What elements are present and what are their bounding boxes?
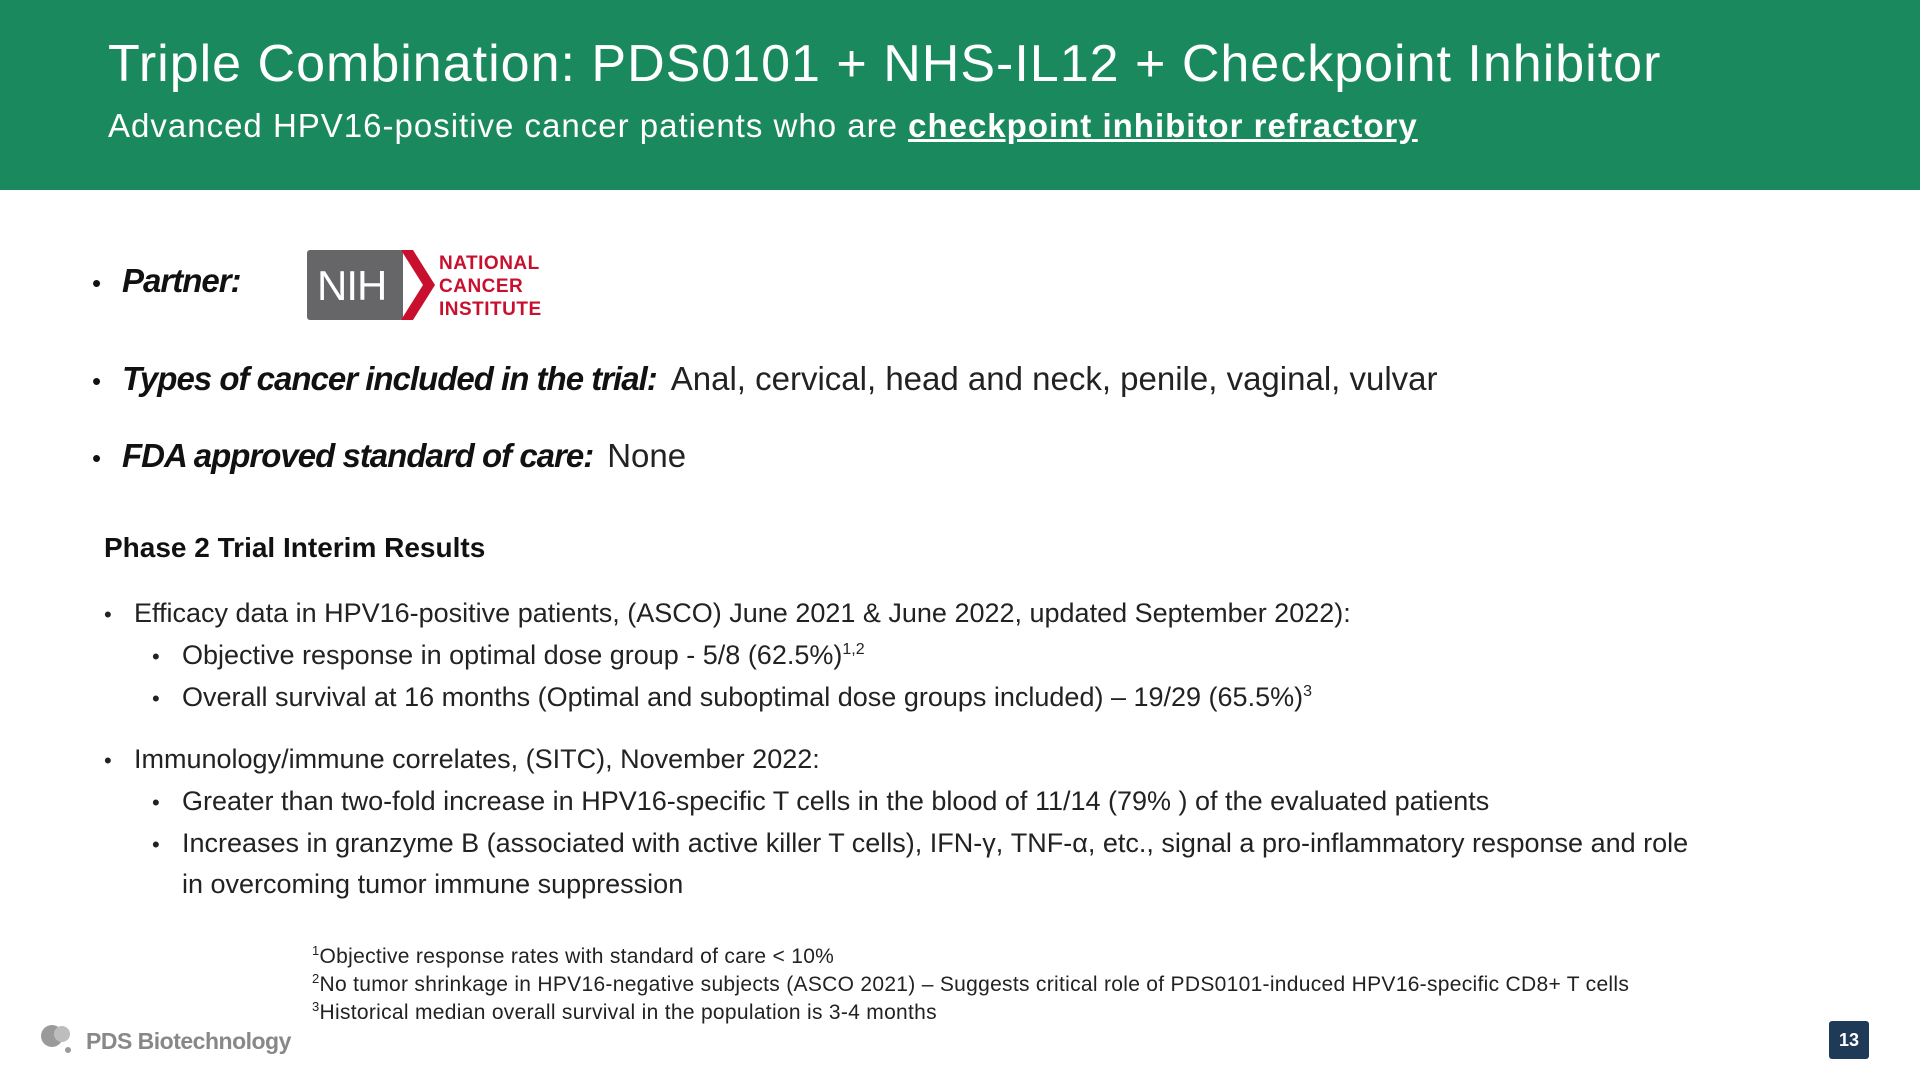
efficacy-sub-bullet-2: [152, 682, 1312, 713]
subtitle-emphasis: checkpoint inhibitor refractory: [908, 107, 1418, 144]
bullet-dot: •: [152, 790, 160, 815]
partner-label: Partner:: [122, 262, 241, 299]
pds-logo-icon: [38, 1022, 74, 1056]
immunology-text: Immunology/immune correlates, (SITC), November 2022:: [134, 744, 820, 774]
cancer-types-value: Anal, cervical, head and neck, penile, vaginal, vulvar: [670, 360, 1438, 397]
results-title: Phase 2 Trial Interim Results: [104, 532, 486, 563]
immunology-sub-bullet-2-cont: [152, 869, 683, 900]
footnote-text: Objective response rates with standard of care < 10%: [319, 945, 835, 968]
page-number-badge: 13: [1829, 1021, 1869, 1059]
bullet-dot: •: [92, 267, 102, 298]
brand-name: PDS Biotechnology: [86, 1028, 291, 1054]
nci-line-2: CANCER: [439, 276, 524, 297]
immunology-sub-bullet-2: [152, 828, 1688, 859]
nih-logo-box: [307, 250, 403, 320]
bullet-dot: •: [92, 442, 102, 473]
bullet-dot: •: [152, 644, 160, 669]
efficacy-sub-bullet-1: [152, 640, 865, 671]
fda-bullet: [92, 437, 686, 475]
slide-title: Triple Combination: PDS0101 + NHS-IL12 + Checkpoint Inhibitor: [108, 35, 1662, 93]
slide-subtitle: [108, 107, 1418, 145]
immunology-sub-bullet-1: [152, 786, 1489, 817]
bullet-dot: •: [152, 832, 160, 857]
efficacy-2-sup: 3: [1303, 683, 1312, 700]
immunology-1-text: Greater than two-fold increase in HPV16-specific T cells in the blood of 11/14 (79% ) of the evaluated patients: [182, 786, 1490, 816]
cancer-types-bullet: [92, 360, 1438, 398]
nci-logo-text: [439, 252, 542, 321]
footnote-1: [312, 943, 834, 969]
subtitle-prefix: Advanced HPV16-positive cancer patients who are: [108, 107, 909, 144]
fda-value: None: [607, 437, 687, 474]
footnote-3: [312, 999, 937, 1025]
nci-line-3: INSTITUTE: [439, 299, 542, 320]
nih-chevron-icon: [401, 250, 435, 320]
immunology-2-text: Increases in granzyme B (associated with active killer T cells), IFN-γ, TNF-α, etc., signal a pro-inflammatory response and role: [182, 828, 1689, 858]
efficacy-bullet: [104, 598, 1351, 629]
efficacy-1-text: Objective response in optimal dose group - 5/8 (62.5%): [182, 640, 843, 670]
footnote-2: [312, 971, 1629, 997]
bullet-dot: •: [104, 748, 112, 773]
immunology-bullet: [104, 744, 820, 775]
footnote-number: 3: [312, 999, 320, 1014]
footnote-number: 2: [312, 971, 320, 986]
footnote-text: No tumor shrinkage in HPV16-negative subjects (ASCO 2021) – Suggests critical role of PDS0101-induced HPV16-specific CD8+ T cells: [319, 973, 1630, 996]
nih-logo-text: NIH: [317, 262, 387, 309]
bullet-dot: •: [152, 686, 160, 711]
cancer-types-label: Types of cancer included in the trial:: [122, 360, 657, 397]
bullet-dot: •: [92, 365, 102, 396]
immunology-2b-text: in overcoming tumor immune suppression: [182, 869, 684, 899]
header-banner: [0, 0, 1920, 190]
nci-line-1: NATIONAL: [439, 253, 540, 274]
footnote-text: Historical median overall survival in the population is 3-4 months: [319, 1001, 937, 1024]
efficacy-2-text: Overall survival at 16 months (Optimal and suboptimal dose groups included) – 19/29 (65.5%): [182, 682, 1304, 712]
nci-logo: [307, 248, 557, 320]
efficacy-1-sup: 1,2: [842, 641, 865, 658]
footnote-number: 1: [312, 943, 320, 958]
fda-label: FDA approved standard of care:: [122, 437, 594, 474]
bullet-dot: •: [104, 602, 112, 627]
partner-bullet: [92, 262, 241, 300]
efficacy-text: Efficacy data in HPV16-positive patients, (ASCO) June 2021 & June 2022, updated September 2022):: [134, 598, 1351, 628]
